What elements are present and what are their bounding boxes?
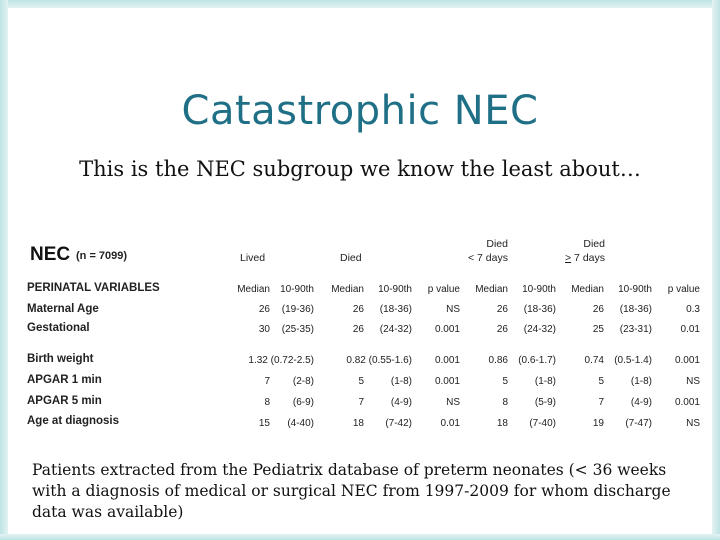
table-cell: 18 xyxy=(352,418,364,429)
table-cell: (2-8) xyxy=(292,376,314,387)
row-label: Birth weight xyxy=(27,353,94,365)
table-n: (n = 7099) xyxy=(76,250,128,262)
table-cell: 0.01 xyxy=(680,324,700,335)
table-cell: (23-31) xyxy=(619,324,652,335)
table-cell: (7-47) xyxy=(625,418,652,429)
slide-title: Catastrophic NEC xyxy=(181,88,539,134)
table-cell: 26 xyxy=(352,324,364,335)
table-cell: 0.001 xyxy=(434,355,460,366)
table-cell: 5 xyxy=(358,376,364,387)
slide-subtitle: This is the NEC subgroup we know the least about… xyxy=(79,157,641,181)
table-cell: (4-40) xyxy=(287,418,314,429)
row-label: APGAR 1 min xyxy=(27,374,102,386)
table-cell: 26 xyxy=(258,304,270,315)
subheader: 10-90th xyxy=(280,284,314,295)
frame-left xyxy=(0,0,8,540)
table-cell: (5-9) xyxy=(534,397,556,408)
table-cell: 0.01 xyxy=(440,418,460,429)
table-cell: 26 xyxy=(496,304,508,315)
table-cell: 5 xyxy=(502,376,508,387)
table-cell: (24-32) xyxy=(379,324,412,335)
group-died-gt7-line1: Died xyxy=(583,238,605,250)
table-cell: 0.001 xyxy=(434,324,460,335)
subheader: Median xyxy=(331,284,364,295)
table-cell: 0.001 xyxy=(674,355,700,366)
table-cell: NS xyxy=(446,397,460,408)
table-cell: (7-42) xyxy=(385,418,412,429)
row-label: APGAR 5 min xyxy=(27,395,102,407)
table-cell: 19 xyxy=(592,418,604,429)
table-cell: 5 xyxy=(598,376,604,387)
subheader: Median xyxy=(475,284,508,295)
table-cell: NS xyxy=(446,304,460,315)
table-cell: 0.001 xyxy=(434,376,460,387)
table-cell: (4-9) xyxy=(630,397,652,408)
table-cell: (6-9) xyxy=(292,397,314,408)
table-cell: (7-40) xyxy=(529,418,556,429)
row-label: Maternal Age xyxy=(27,303,99,315)
table-cell: 7 xyxy=(264,376,270,387)
table-cell: 18 xyxy=(496,418,508,429)
table-cell: 26 xyxy=(592,304,604,315)
table-cell: (1-8) xyxy=(534,376,556,387)
table-cell: 0.82 (0.55-1.6) xyxy=(346,355,412,366)
table-cell: 26 xyxy=(352,304,364,315)
table-cell: (24-32) xyxy=(523,324,556,335)
subheader: 10-90th xyxy=(618,284,652,295)
table-cell: (0.6-1.7) xyxy=(518,355,556,366)
table-cell: (18-36) xyxy=(523,304,556,315)
footnote: Patients extracted from the Pediatrix database of preterm neonates (< 36 weeks with a diagnosis of medical or surgical NEC from 1997-2009 for whom discharge data was available) xyxy=(32,461,671,521)
frame-top xyxy=(0,0,720,8)
group-lived: Lived xyxy=(240,252,266,264)
table-cell: NS xyxy=(686,418,700,429)
table-cell: 30 xyxy=(258,324,270,335)
perinatal-variables-label: PERINATAL VARIABLES xyxy=(27,282,160,294)
table-cell: (1-8) xyxy=(390,376,412,387)
table-cell: 25 xyxy=(592,324,604,335)
group-died: Died xyxy=(340,252,362,264)
frame-right xyxy=(712,0,720,540)
table-cell: (18-36) xyxy=(379,304,412,315)
table-cell: 1.32 (0.72-2.5) xyxy=(248,355,314,366)
group-died-gt7-line2: > 7 days xyxy=(565,252,605,264)
table-cell: 26 xyxy=(496,324,508,335)
row-label: Age at diagnosis xyxy=(27,415,120,427)
table-label: NEC xyxy=(30,244,71,265)
table-cell: (19-36) xyxy=(281,304,314,315)
row-label: Gestational xyxy=(27,322,90,334)
group-died-lt7-line2: < 7 days xyxy=(468,252,508,264)
table-cell: (1-8) xyxy=(630,376,652,387)
table-cell: 8 xyxy=(502,397,508,408)
subheader: Median xyxy=(571,284,604,295)
table-cell: 7 xyxy=(598,397,604,408)
frame-bottom xyxy=(0,534,720,540)
table-cell: (4-9) xyxy=(390,397,412,408)
table-cell: 0.3 xyxy=(686,304,700,315)
subheader: p value xyxy=(427,284,460,295)
group-died-lt7-line1: Died xyxy=(486,238,508,250)
subheader: 10-90th xyxy=(378,284,412,295)
subheader: p value xyxy=(667,284,700,295)
table-cell: 0.74 xyxy=(584,355,604,366)
table-cell: 0.001 xyxy=(674,397,700,408)
table-cell: 15 xyxy=(258,418,270,429)
table-cell: 8 xyxy=(264,397,270,408)
table-cell: (0.5-1.4) xyxy=(614,355,652,366)
subheader: 10-90th xyxy=(522,284,556,295)
table-cell: (25-35) xyxy=(281,324,314,335)
table-cell: 7 xyxy=(358,397,364,408)
subheader: Median xyxy=(237,284,270,295)
table-cell: 0.86 xyxy=(488,355,508,366)
table-cell: NS xyxy=(686,376,700,387)
table-cell: (18-36) xyxy=(619,304,652,315)
